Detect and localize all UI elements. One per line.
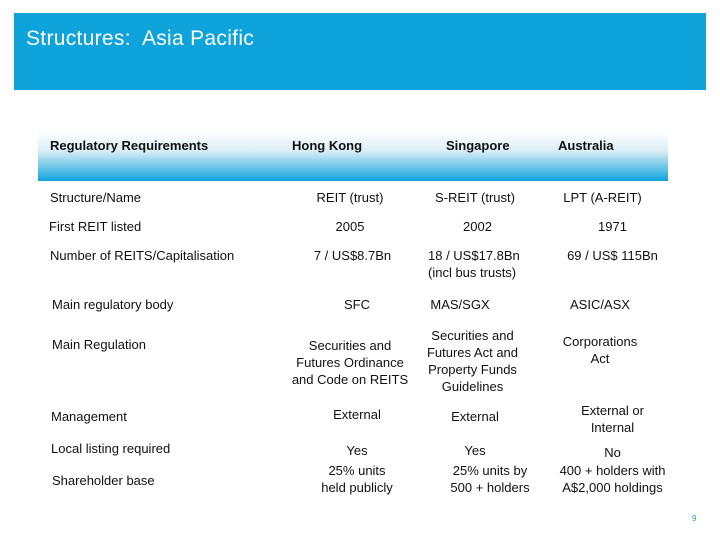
cell-australia: No	[604, 445, 621, 460]
cell-hong-kong: SFC	[344, 297, 370, 312]
cell-singapore: 25% units by 500 + holders	[450, 463, 530, 495]
slide-title: Structures: Asia Pacific	[26, 27, 255, 50]
cell-australia: 1971	[598, 219, 627, 234]
cell-australia: 400 + holders with A$2,000 holdings	[559, 463, 666, 495]
header-singapore: Singapore	[446, 138, 510, 153]
page-number: 9	[692, 514, 697, 523]
cell-australia: ASIC/ASX	[570, 297, 630, 312]
cell-singapore: External	[451, 409, 499, 424]
row-label: Structure/Name	[50, 190, 142, 205]
cell-singapore: S-REIT (trust)	[435, 190, 515, 205]
cell-hong-kong: Yes	[346, 443, 368, 458]
cell-australia: Corporations Act	[562, 334, 638, 366]
cell-singapore: 18 / US$17.8Bn (incl bus trusts)	[428, 248, 520, 280]
cell-hong-kong: External	[333, 407, 381, 422]
cell-australia: External or Internal	[581, 403, 644, 435]
row-label: Main regulatory body	[52, 297, 174, 312]
cell-singapore: MAS/SGX	[430, 297, 490, 312]
cell-hong-kong: 25% units held publicly	[321, 463, 393, 495]
cell-hong-kong: REIT (trust)	[316, 190, 384, 205]
cell-singapore: 2002	[463, 219, 492, 234]
header-requirements: Regulatory Requirements	[50, 138, 209, 153]
cell-hong-kong: Securities and Futures Ordinance and Code on REITS	[291, 338, 409, 387]
title-bar	[14, 13, 706, 90]
cell-hong-kong: 2005	[335, 219, 365, 234]
cell-singapore: Yes	[464, 443, 486, 458]
row-label: Shareholder base	[52, 473, 155, 488]
cell-australia: LPT (A-REIT)	[563, 190, 642, 205]
cell-australia: 69 / US$ 115Bn	[567, 248, 658, 263]
header-hong-kong: Hong Kong	[292, 138, 363, 153]
row-label: Main Regulation	[52, 337, 146, 352]
cell-singapore: Securities and Futures Act and Property Funds Guidelines	[426, 328, 519, 394]
cell-hong-kong: 7 / US$8.7Bn	[313, 248, 392, 263]
row-label: Management	[51, 409, 127, 424]
row-label: Local listing required	[51, 441, 171, 456]
row-label: First REIT listed	[49, 219, 142, 234]
header-australia: Australia	[558, 138, 614, 153]
row-label: Number of REITS/Capitalisation	[50, 248, 235, 263]
